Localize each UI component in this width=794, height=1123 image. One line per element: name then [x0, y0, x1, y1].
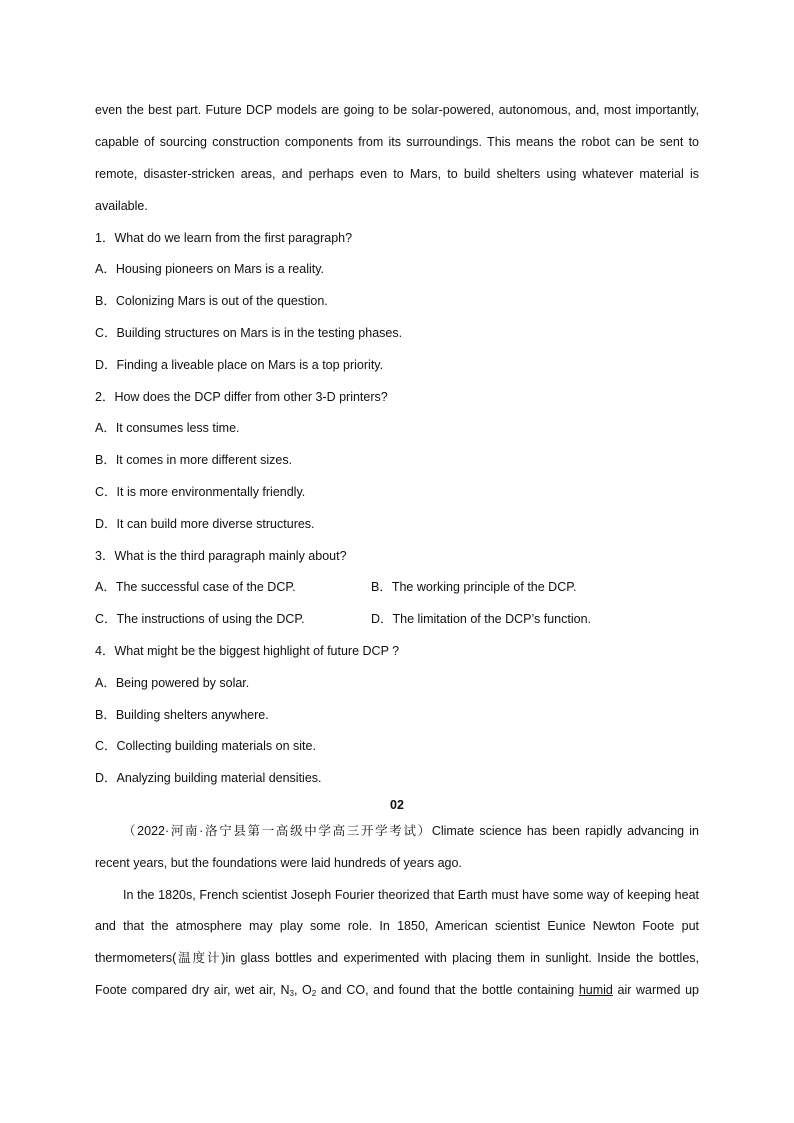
option-a: A．Housing pioneers on Mars is a reality.	[95, 262, 325, 276]
text-segment: and CO, and found that the bottle containing	[316, 983, 579, 997]
question-stem: 2．How does the DCP differ from other 3-D printers?	[95, 390, 388, 404]
passage-line: remote, disaster-stricken areas, and perhaps even to Mars, to build shelters using whatever material is	[95, 167, 699, 181]
option-a: A．It consumes less time.	[95, 421, 240, 435]
option-c: C．The instructions of using the DCP.	[95, 612, 305, 626]
passage-line: available.	[95, 199, 148, 213]
passage-line: In the 1820s, French scientist Joseph Fourier theorized that Earth must have some way of keeping heat	[123, 888, 699, 902]
section-number: 02	[390, 798, 404, 812]
passage-line: recent years, but the foundations were laid hundreds of years ago.	[95, 856, 462, 870]
subscript: 3	[289, 989, 294, 998]
option-a: A．Being powered by solar.	[95, 676, 250, 690]
underlined-word: humid	[578, 983, 613, 997]
passage-line: thermometers(温度计)in glass bottles and experimented with placing them in sunlight. Inside the bottles,	[95, 951, 699, 965]
option-c: C．It is more environmentally friendly.	[95, 485, 306, 499]
question-stem: 1．What do we learn from the first paragraph?	[95, 231, 353, 245]
passage-line: capable of sourcing construction components from its surroundings. This means the robot can be sent to	[95, 135, 699, 149]
passage-line	[95, 981, 699, 999]
option-b: B．Building shelters anywhere.	[95, 708, 269, 722]
option-d: D．Finding a liveable place on Mars is a top priority.	[95, 358, 384, 372]
text-segment: , O	[293, 983, 312, 997]
option-d: D．It can build more diverse structures.	[95, 517, 315, 531]
option-d: D．Analyzing building material densities.	[95, 771, 322, 785]
passage-line: even the best part. Future DCP models are going to be solar-powered, autonomous, and, most importantly,	[95, 103, 699, 117]
passage-line: and that the atmosphere may play some role. In 1850, American scientist Eunice Newton Foote put	[95, 919, 699, 933]
option-a: A．The successful case of the DCP.	[95, 580, 296, 594]
question-stem: 3．What is the third paragraph mainly about?	[95, 549, 347, 563]
option-b: B．The working principle of the DCP.	[371, 580, 577, 594]
option-c: C．Collecting building materials on site.	[95, 739, 316, 753]
option-c: C．Building structures on Mars is in the testing phases.	[95, 326, 403, 340]
option-b: B．Colonizing Mars is out of the question.	[95, 294, 328, 308]
passage-source-line: （2022·河南·洛宁县第一高级中学高三开学考试）Climate science has been rapidly advancing in	[123, 824, 699, 838]
question-stem: 4．What might be the biggest highlight of future DCP ?	[95, 644, 400, 658]
option-b: B．It comes in more different sizes.	[95, 453, 293, 467]
text-segment: air warmed up	[612, 983, 699, 997]
option-d: D．The limitation of the DCP’s function.	[371, 612, 592, 626]
text-segment: Foote compared dry air, wet air, N	[95, 983, 290, 997]
subscript: 2	[311, 989, 317, 998]
